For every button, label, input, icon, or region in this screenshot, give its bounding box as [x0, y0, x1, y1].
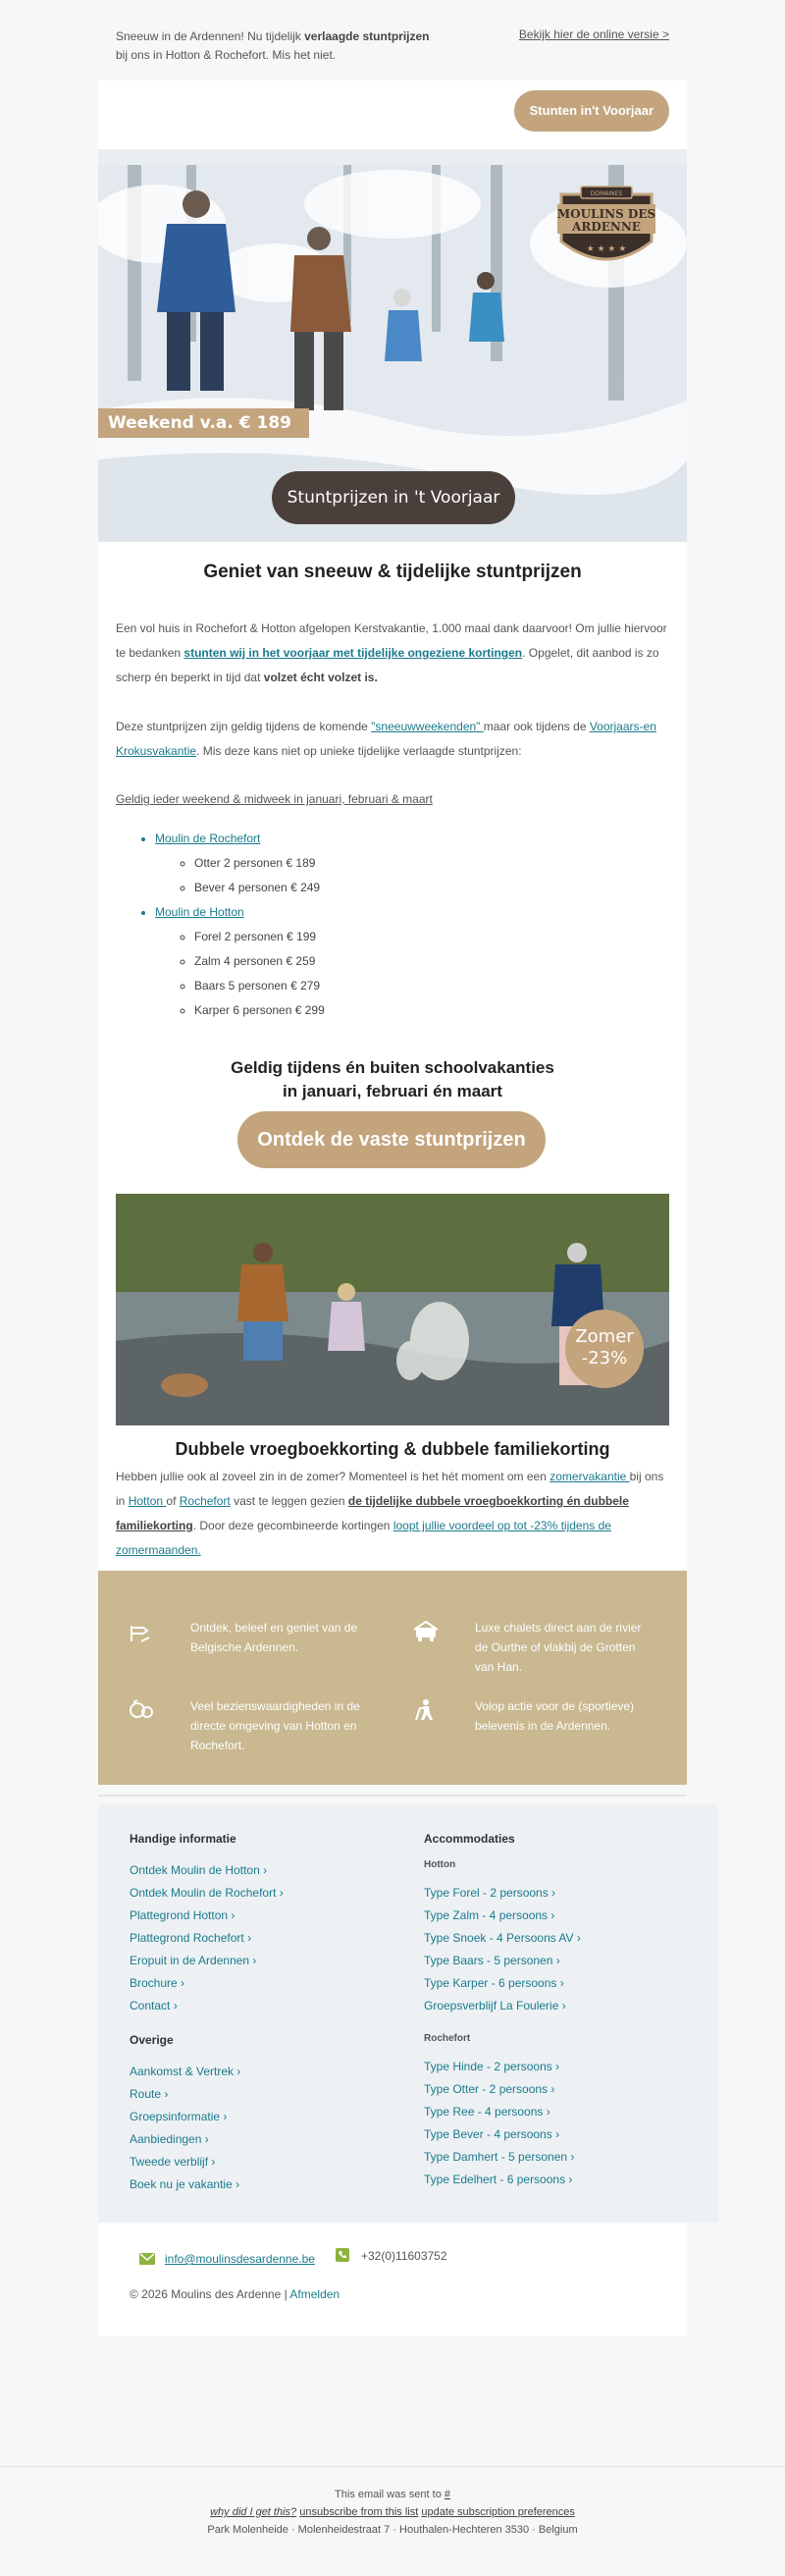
- footer-link[interactable]: Type Snoek - 4 Persoons AV ›: [424, 1931, 581, 1945]
- footer-link[interactable]: Type Ree - 4 persoons ›: [424, 2105, 550, 2119]
- schoolvakanties-title-line-2: in januari, februari én maart: [283, 1082, 502, 1100]
- schoolvakanties-title-line-1: Geldig tijdens én buiten schoolvakanties: [231, 1058, 554, 1077]
- footer-link[interactable]: Type Edelhert - 6 persoons ›: [424, 2173, 573, 2186]
- volzet-text: volzet écht volzet is.: [263, 671, 378, 684]
- zomervakantie-link[interactable]: zomervakantie: [550, 1470, 630, 1483]
- footer-link[interactable]: Type Baars - 5 personen ›: [424, 1954, 560, 1967]
- logo-stars: ★ ★ ★ ★: [586, 244, 627, 254]
- footer-link[interactable]: Eropuit in de Ardennen ›: [130, 1954, 257, 1967]
- footer-link[interactable]: Type Forel - 2 persoons ›: [424, 1886, 556, 1900]
- footer-link[interactable]: Type Zalm - 4 persoons ›: [424, 1908, 555, 1922]
- footer-link[interactable]: Ontdek Moulin de Hotton ›: [130, 1863, 268, 1877]
- preheader-text-end: bij ons in Hotton & Rochefort. Mis het niet.: [116, 48, 337, 62]
- stuntprijzen-pill[interactable]: Stuntprijzen in 't Voorjaar: [272, 471, 515, 524]
- footer-link[interactable]: Route ›: [130, 2087, 169, 2101]
- contact-block: [98, 2223, 687, 2336]
- preheader-bold: verlaagde stuntprijzen: [304, 29, 430, 43]
- footer-link[interactable]: Contact ›: [130, 1999, 178, 2012]
- chalet-icon: [412, 1620, 440, 1643]
- hotton-subtitle: Hotton: [424, 1859, 456, 1870]
- footer-link[interactable]: Boek nu je vakantie ›: [130, 2177, 240, 2191]
- logo-line-1: MOULINS DES: [556, 207, 656, 221]
- weekend-price-badge: Weekend v.a. € 189: [98, 408, 309, 438]
- unsubscribe-link[interactable]: unsubscribe from this list: [299, 2506, 419, 2518]
- footer-link[interactable]: Brochure ›: [130, 1976, 185, 1990]
- mailchimp-footer: [0, 2466, 785, 2576]
- footer-link[interactable]: Aanbiedingen ›: [130, 2132, 209, 2146]
- separator: [98, 1795, 687, 1797]
- intro-paragraph: [116, 617, 669, 690]
- footer-link[interactable]: Tweede verblijf ›: [130, 2155, 216, 2169]
- valid-period-text: Geldig ieder weekend & midweek in januari, februari & maart: [116, 792, 433, 806]
- sent-to-line: [0, 2489, 785, 2500]
- sightseeing-icon: [128, 1698, 155, 1722]
- phone-row: [336, 2248, 447, 2263]
- footer-col-handy: [130, 1832, 284, 2196]
- footer-link[interactable]: Type Otter - 2 persoons ›: [424, 2082, 555, 2096]
- preheader-text-start: Sneeuw in de Ardennen! Nu tijdelijk: [116, 29, 305, 43]
- krokusvakantie-link[interactable]: Krokusvakantie: [116, 744, 197, 758]
- phone-number: +32(0)11603752: [361, 2249, 447, 2263]
- hiking-sign-icon: [128, 1620, 155, 1643]
- location-item-hotton: [155, 900, 325, 1023]
- rochefort-link[interactable]: Rochefort: [179, 1494, 231, 1508]
- summer-badge-line-2: -23%: [581, 1348, 628, 1368]
- hiker-icon: [412, 1698, 440, 1722]
- sneeuwweekenden-link[interactable]: "sneeuwweekenden": [371, 720, 484, 733]
- top-bar: [98, 80, 687, 149]
- footer-link[interactable]: Aankomst & Vertrek ›: [130, 2065, 241, 2078]
- preheader: [116, 27, 669, 67]
- double-discount-text: de tijdelijke dubbele vroegboekkorting én dubbele familiekorting: [116, 1494, 629, 1532]
- intro-text-1: Een vol huis in Rochefort & Hotton afgelopen Kerstvakantie, 1.000 maal dank daarvoor! Om jullie hiervoor te bedanken: [116, 621, 667, 660]
- copyright: [130, 2287, 340, 2301]
- price-item: ◦ Zalm 4 personen € 259: [194, 949, 325, 974]
- feature-text: Luxe chalets direct aan de rivier de Ourthe of vlakbij de Grotten van Han.: [475, 1621, 642, 1674]
- divider-strip: [98, 149, 687, 165]
- handy-title: Handige informatie: [130, 1832, 236, 1846]
- email-link[interactable]: info@moulinsdesardenne.be: [165, 2252, 315, 2266]
- email-row: [139, 2252, 315, 2266]
- summer-text-3: of: [166, 1494, 180, 1508]
- validity-text-1: Deze stuntprijzen zijn geldig tijdens de komende: [116, 720, 372, 733]
- footer-info: [98, 1804, 718, 2223]
- why-link[interactable]: why did I get this?: [210, 2506, 297, 2518]
- price-item: ◦ Forel 2 personen € 199: [194, 925, 325, 949]
- logo-domaines-text: DOMAINES: [590, 190, 623, 197]
- rochefort-subtitle: Rochefort: [424, 2033, 471, 2044]
- price-item: ◦ Otter 2 personen € 189: [194, 851, 325, 876]
- location-link-hotton[interactable]: Moulin de Hotton: [155, 905, 244, 919]
- feature-text: Veel bezienswaardigheden in de directe omgeving van Hotton en Rochefort.: [190, 1699, 360, 1752]
- summer-badge-line-1: Zomer: [575, 1326, 634, 1347]
- summer-text-2: bij ons in: [116, 1470, 664, 1508]
- hotton-link[interactable]: Hotton: [128, 1494, 167, 1508]
- voordeel-link[interactable]: loopt jullie voordeel op tot -23% tijdens de zomermaanden.: [116, 1519, 611, 1557]
- price-item: ◦ Baars 5 personen € 279: [194, 974, 325, 998]
- footer-link[interactable]: Type Karper - 6 persoons ›: [424, 1976, 564, 1990]
- sent-to-link[interactable]: #: [444, 2489, 450, 2500]
- location-list: [155, 827, 325, 1023]
- location-link-rochefort[interactable]: Moulin de Rochefort: [155, 832, 261, 845]
- stunten-button[interactable]: Stunten in't Voorjaar: [514, 90, 669, 132]
- validity-text-4: . Mis deze kans niet op unieke tijdelijke verlaagde stuntprijzen:: [196, 744, 522, 758]
- ontdek-stuntprijzen-button[interactable]: Ontdek de vaste stuntprijzen: [237, 1111, 546, 1168]
- voorjaarsvakantie-link[interactable]: Voorjaars-en: [589, 720, 656, 733]
- section-title: Geniet van sneeuw & tijdelijke stuntprijzen: [203, 562, 582, 582]
- features-block: [98, 1571, 687, 1785]
- subscription-links: [0, 2506, 785, 2518]
- footer-link[interactable]: Plattegrond Hotton ›: [130, 1908, 236, 1922]
- intro-text-2: . Opgelet, dit aanbod is zo scherp én beperkt in tijd dat: [116, 646, 659, 684]
- summer-text-4: vast te leggen gezien: [230, 1494, 348, 1508]
- afmelden-link[interactable]: Afmelden: [289, 2287, 340, 2301]
- price-item: ◦ Karper 6 personen € 299: [194, 998, 325, 1023]
- hotton-prices: [194, 925, 325, 1023]
- summer-title: Dubbele vroegboekkorting & dubbele familiekorting: [175, 1439, 610, 1459]
- stunten-link[interactable]: stunten wij in het voorjaar met tijdelijke ongeziene kortingen: [183, 646, 523, 660]
- accommodations-title: Accommodaties: [424, 1832, 515, 1846]
- preferences-link[interactable]: update subscription preferences: [421, 2506, 575, 2518]
- mail-icon: [139, 2253, 155, 2265]
- sent-to-text: This email was sent to: [335, 2489, 445, 2500]
- phone-icon: [336, 2248, 349, 2262]
- copyright-text: © 2026 Moulins des Ardenne |: [130, 2287, 290, 2301]
- logo-line-2: ARDENNE: [572, 220, 641, 234]
- footer-link[interactable]: Plattegrond Rochefort ›: [130, 1931, 252, 1945]
- summer-text-5: . Door deze gecombineerde kortingen: [192, 1519, 393, 1532]
- address: Park Molenheide · Molenheidestraat 7 · Houthalen-Hechteren 3530 · Belgium: [207, 2524, 578, 2536]
- location-item-rochefort: [155, 827, 325, 900]
- footer-link[interactable]: Groepsinformatie ›: [130, 2110, 228, 2123]
- river-family-illustration: [116, 1194, 669, 1425]
- summer-paragraph: [116, 1465, 669, 1563]
- rochefort-prices: [194, 851, 325, 900]
- summer-text-1: Hebben jullie ook al zoveel zin in de zomer? Momenteel is het hét moment om een: [116, 1470, 550, 1483]
- validity-text-2: maar ook tijdens de: [483, 720, 590, 733]
- online-version-link[interactable]: Bekijk hier de online versie >: [518, 27, 669, 41]
- schoolvakanties-title: [98, 1056, 687, 1103]
- footer-col-accommodations: [424, 1832, 581, 2191]
- footer-link[interactable]: Type Bever - 4 persoons ›: [424, 2127, 560, 2141]
- hero-image[interactable]: [98, 165, 687, 542]
- summer-photo[interactable]: [116, 1194, 669, 1425]
- summer-discount-badge: [565, 1310, 644, 1388]
- footer-link[interactable]: Type Damhert - 5 personen ›: [424, 2150, 575, 2164]
- other-title: Overige: [130, 2033, 174, 2047]
- preheader-text: [116, 27, 430, 65]
- feature-text: Ontdek, beleef en geniet van de Belgische Ardennen.: [190, 1621, 358, 1654]
- footer-link[interactable]: Ontdek Moulin de Rochefort ›: [130, 1886, 284, 1900]
- price-item: ◦ Bever 4 personen € 249: [194, 876, 325, 900]
- footer-link[interactable]: Type Hinde - 2 persoons ›: [424, 2060, 560, 2073]
- moulins-des-ardenne-logo: [551, 183, 661, 277]
- validity-paragraph: [116, 715, 669, 764]
- feature-text: Volop actie voor de (sportieve) belevenis in de Ardennen.: [475, 1699, 635, 1733]
- footer-link[interactable]: Groepsverblijf La Foulerie ›: [424, 1999, 566, 2012]
